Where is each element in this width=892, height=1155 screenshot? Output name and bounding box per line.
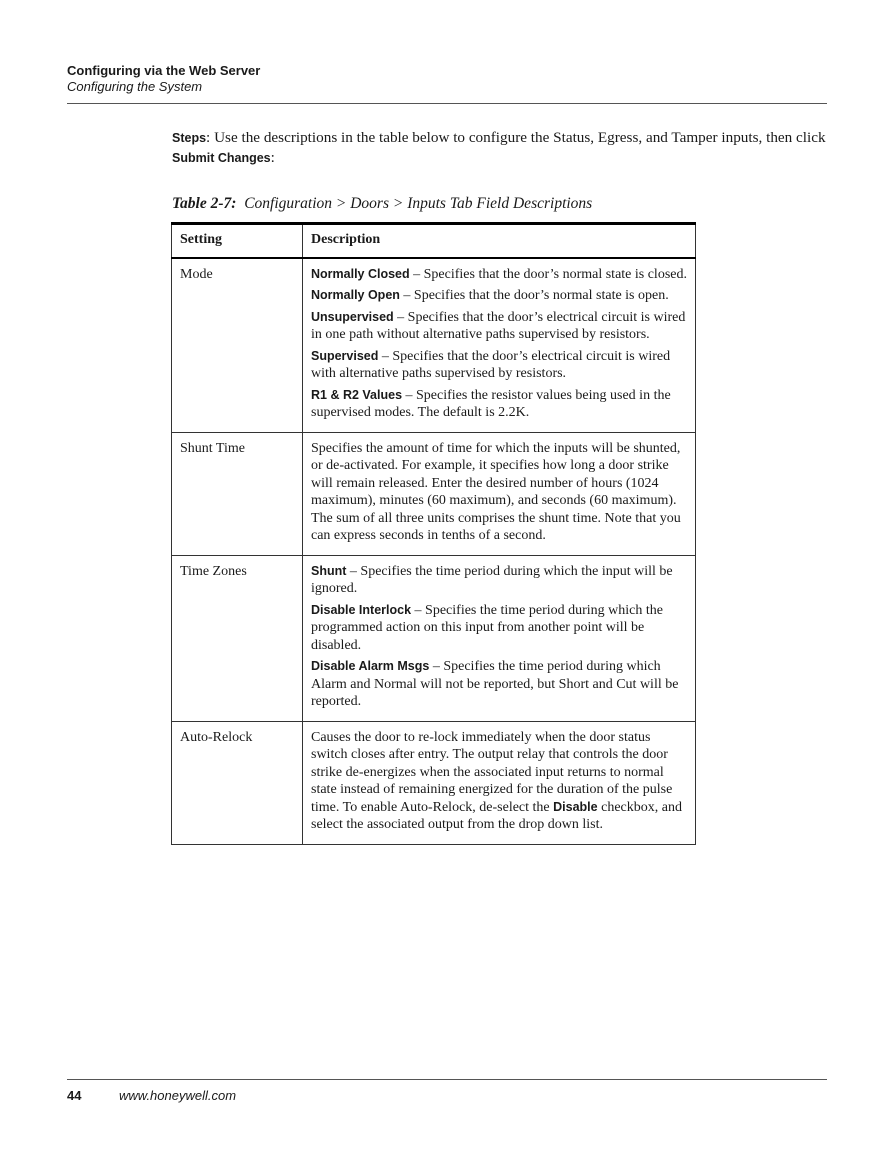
description-text: Causes the door to re-lock immediately when the door status switch closes after entry. The output relay that controls the door strike de-energizes when the associated input returns to normal state instead of remaining energized for the duration of the pulse time. To enable Auto-Relock, de-select the	[311, 729, 673, 815]
term-label: Normally Closed	[311, 266, 410, 281]
table-header-row	[172, 224, 696, 258]
page-number: 44	[67, 1088, 82, 1103]
submit-changes-ref: Submit Changes	[172, 151, 271, 165]
description-entry	[311, 387, 687, 422]
term-label: Unsupervised	[311, 309, 394, 324]
header-rule	[67, 103, 827, 104]
table-title: Configuration > Doors > Inputs Tab Field Descriptions	[244, 195, 593, 212]
description-entry	[311, 658, 687, 711]
description-entry	[311, 348, 687, 383]
section-title: Configuring via the Web Server	[67, 63, 261, 78]
term-text: – Specifies the resistor values being used in the supervised modes. The default is 2.2K.	[311, 387, 671, 420]
description-cell	[303, 258, 696, 433]
setting-cell: Auto-Relock	[172, 721, 303, 844]
description-cell	[303, 721, 696, 844]
steps-paragraph	[172, 128, 827, 168]
description-entry	[311, 266, 687, 284]
term-text: – Specifies that the door’s normal state is open.	[399, 288, 669, 303]
steps-text-end: :	[270, 149, 275, 166]
term-text: – Specifies the time period during which Alarm and Normal will not be reported, but Short and Cut will be reported.	[311, 659, 679, 709]
description-entry	[311, 309, 687, 344]
table-number: Table 2-7:	[172, 195, 237, 212]
description-entry	[311, 287, 687, 305]
footer-rule	[67, 1079, 827, 1080]
footer-url[interactable]: www.honeywell.com	[119, 1088, 237, 1103]
description-text: Specifies the amount of time for which the inputs will be shunted, or de-activated. For example, it specifies how long a door strike will remain released. Enter the desired number of hours (1024 maximum), minutes (60 maximum), and seconds (60 maximum). The sum of all three units comprises the shunt time. Note that you can express seconds in tenths of a second.	[311, 440, 681, 543]
setting-cell: Mode	[172, 258, 303, 433]
term-label: Shunt	[311, 563, 347, 578]
description-cell	[303, 432, 696, 555]
field-descriptions-table	[171, 222, 696, 845]
description-text-end: checkbox, and select the associated output from the drop down list.	[311, 799, 682, 832]
table-caption	[172, 195, 592, 213]
term-label: Disable Interlock	[311, 602, 412, 617]
column-header-description: Description	[303, 224, 696, 258]
table-row	[172, 432, 696, 555]
subsection-title: Configuring the System	[67, 79, 203, 94]
description-entry	[311, 563, 687, 598]
steps-text: : Use the descriptions in the table below to configure the Status, Egress, and Tamper inputs, then click	[206, 129, 826, 146]
table-row	[172, 721, 696, 844]
term-label: Disable Alarm Msgs	[311, 659, 430, 673]
table-row	[172, 258, 696, 433]
steps-label: Steps	[172, 131, 207, 145]
term-label: Supervised	[311, 348, 379, 363]
table-row	[172, 555, 696, 721]
term-text: – Specifies that the door’s electrical circuit is wired in one path without alternative paths supervised by resistors.	[311, 309, 686, 342]
term-text: – Specifies that the door’s electrical circuit is wired with alternative paths supervised by resistors.	[311, 348, 671, 381]
term-text: – Specifies the time period during which the input will be ignored.	[311, 563, 673, 596]
setting-cell: Shunt Time	[172, 432, 303, 555]
setting-cell: Time Zones	[172, 555, 303, 721]
description-entry	[311, 602, 687, 655]
description-cell	[303, 555, 696, 721]
column-header-setting: Setting	[172, 224, 303, 258]
page-footer	[67, 1088, 236, 1103]
term-label: Normally Open	[311, 288, 400, 302]
term-label: R1 & R2 Values	[311, 387, 403, 402]
term-text: – Specifies that the door’s normal state is closed.	[409, 266, 687, 282]
term-text: – Specifies the time period during which the programmed action on this input from another point will be disabled.	[311, 602, 663, 653]
disable-checkbox-ref: Disable	[553, 799, 598, 814]
description-entry	[311, 729, 687, 834]
running-header	[67, 63, 827, 95]
